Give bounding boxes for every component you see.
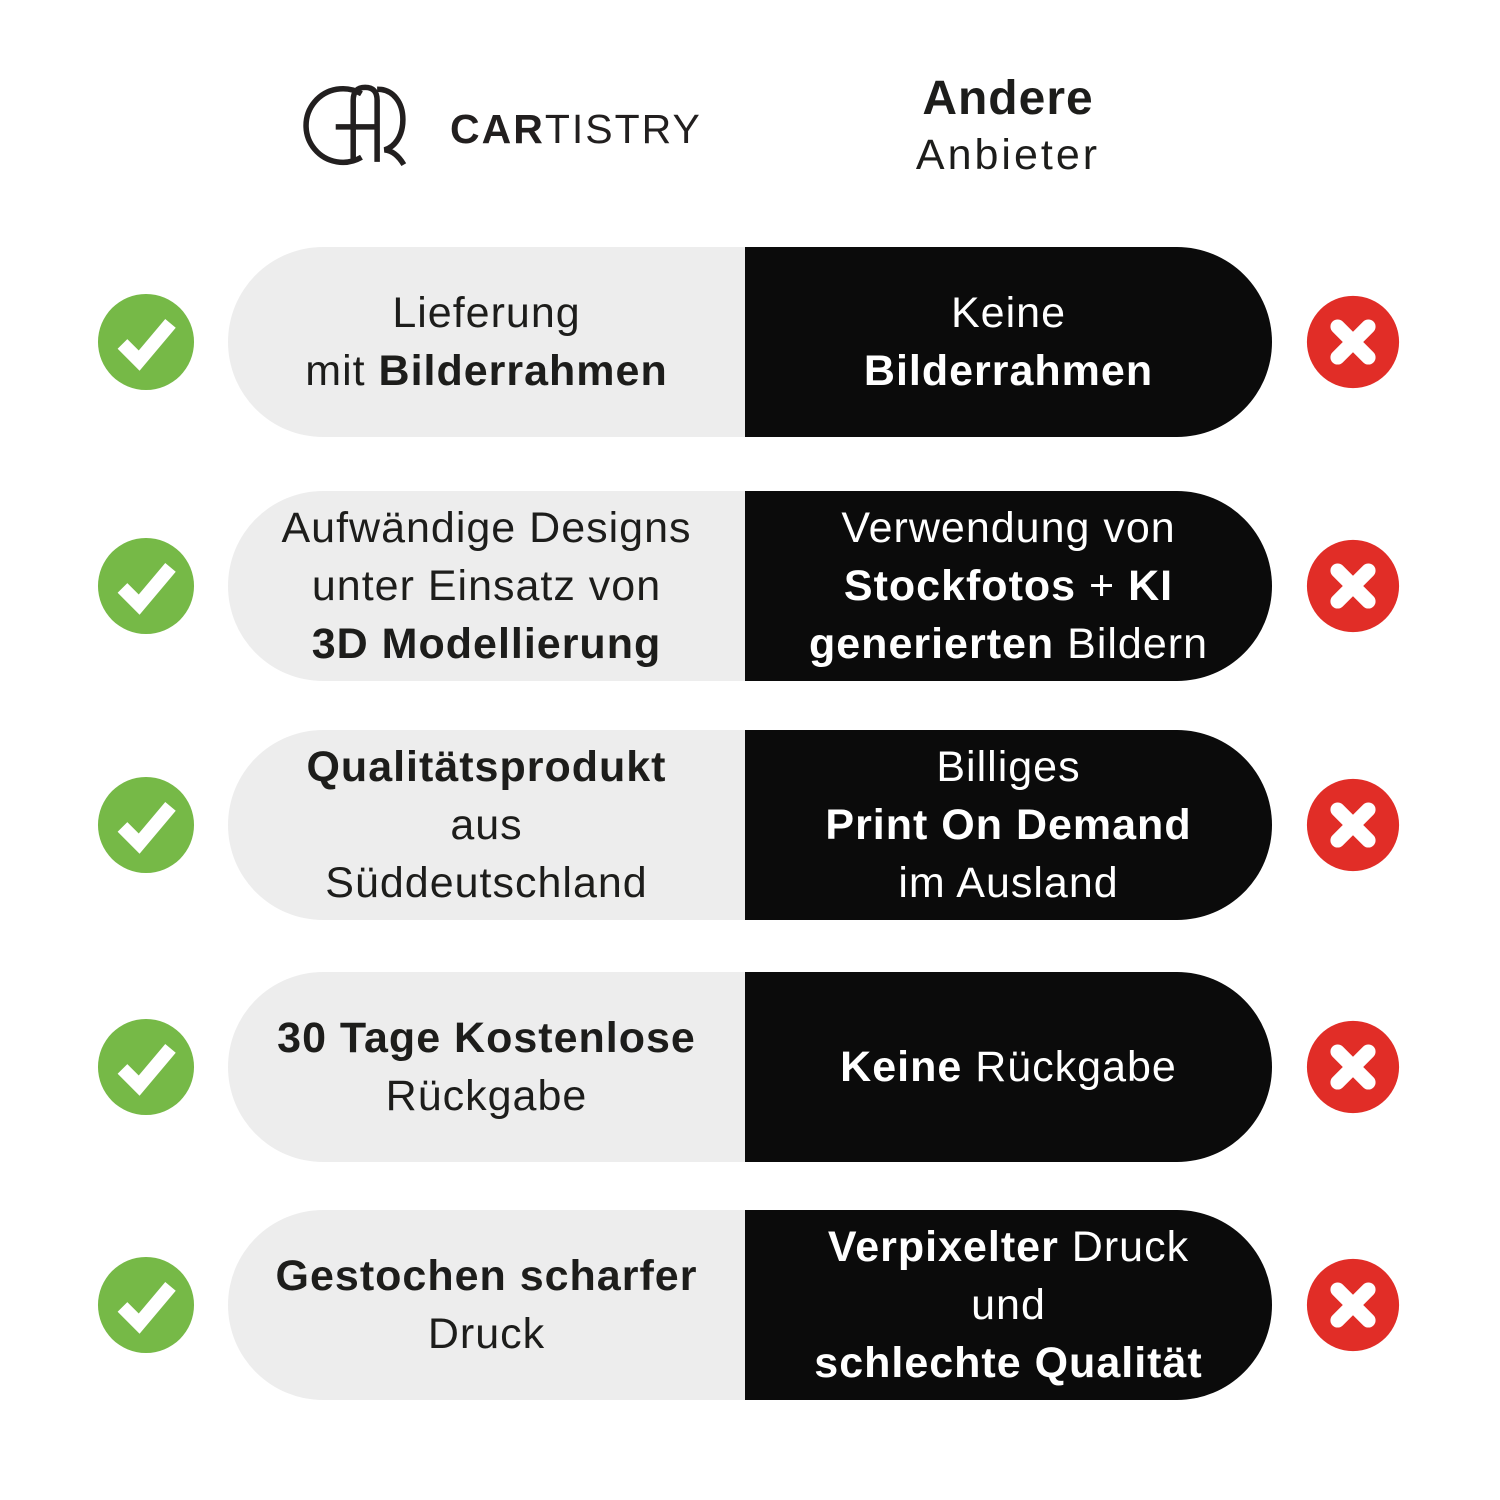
text-segment: Süddeutschland bbox=[325, 859, 648, 907]
text-segment: Druck bbox=[1058, 1223, 1190, 1271]
text-segment: generierten bbox=[809, 620, 1055, 668]
text-segment: Aufwändige Designs bbox=[281, 504, 692, 552]
text-line bbox=[841, 499, 1175, 557]
text-segment: KI bbox=[1128, 562, 1174, 610]
text-line bbox=[306, 738, 666, 796]
text-segment: schlechte Qualität bbox=[814, 1339, 1203, 1387]
text-segment: im Ausland bbox=[898, 859, 1119, 907]
competitor-feature-pill bbox=[745, 1210, 1272, 1400]
text-line bbox=[428, 1305, 545, 1363]
text-segment: Keine bbox=[951, 289, 1066, 337]
text-line bbox=[450, 796, 522, 854]
text-line bbox=[325, 854, 647, 912]
text-segment: Stockfotos bbox=[843, 562, 1077, 610]
cartistry-feature-pill bbox=[228, 1210, 745, 1400]
text-segment: Lieferung bbox=[392, 289, 581, 337]
text-line bbox=[936, 738, 1080, 796]
cross-icon bbox=[1305, 1257, 1401, 1353]
text-segment: unter Einsatz von bbox=[311, 562, 662, 610]
check-icon bbox=[97, 1018, 195, 1116]
cross-icon bbox=[1305, 294, 1401, 390]
text-line bbox=[828, 1218, 1189, 1276]
text-segment: Qualitätsprodukt bbox=[306, 743, 667, 791]
cross-icon bbox=[1305, 1019, 1401, 1115]
cartistry-feature-pill bbox=[228, 730, 745, 920]
text-segment: Keine bbox=[840, 1043, 963, 1091]
text-segment: Druck bbox=[427, 1310, 546, 1358]
text-line bbox=[971, 1276, 1046, 1334]
text-line bbox=[312, 557, 661, 615]
text-segment: und bbox=[971, 1281, 1046, 1329]
text-line bbox=[386, 1067, 588, 1125]
check-icon bbox=[97, 293, 195, 391]
cartistry-feature-pill bbox=[228, 247, 745, 437]
text-segment: Rückgabe bbox=[962, 1043, 1177, 1091]
text-segment: 3D Modellierung bbox=[311, 620, 662, 668]
competitor-feature-pill bbox=[745, 491, 1272, 681]
brand-name bbox=[450, 100, 702, 153]
text-line bbox=[825, 796, 1191, 854]
cross-icon bbox=[1305, 538, 1401, 634]
text-segment: Bilderrahmen bbox=[378, 347, 668, 395]
text-line bbox=[898, 854, 1118, 912]
cartistry-feature-pill bbox=[228, 491, 745, 681]
text-line bbox=[281, 499, 691, 557]
text-line bbox=[312, 615, 661, 673]
text-segment: Verpixelter bbox=[827, 1223, 1059, 1271]
comparison-row-returns bbox=[0, 972, 1500, 1162]
text-segment: Billiges bbox=[936, 743, 1081, 791]
cartistry-monogram-icon bbox=[298, 68, 436, 184]
brand-name-bold: CAR bbox=[450, 105, 545, 152]
brand-cartistry bbox=[298, 68, 702, 184]
check-icon bbox=[97, 776, 195, 874]
competitor-feature-pill bbox=[745, 730, 1272, 920]
text-line bbox=[951, 284, 1066, 342]
text-line bbox=[305, 342, 667, 400]
text-line bbox=[844, 557, 1173, 615]
text-segment: Bilderrahmen bbox=[863, 347, 1154, 395]
comparison-row-print bbox=[0, 1210, 1500, 1400]
text-segment: + bbox=[1076, 562, 1129, 610]
brand-name-rest: TISTRY bbox=[544, 105, 702, 152]
text-line bbox=[276, 1247, 698, 1305]
comparison-row-delivery bbox=[0, 247, 1500, 437]
text-line bbox=[864, 342, 1153, 400]
text-segment: Bildern bbox=[1054, 620, 1208, 668]
competitor-title-line1: Andere bbox=[922, 72, 1094, 125]
competitor-title-line2: Anbieter bbox=[915, 131, 1101, 179]
comparison-row-designs bbox=[0, 491, 1500, 681]
text-line bbox=[814, 1334, 1202, 1392]
competitor-column-header bbox=[745, 70, 1271, 182]
text-line bbox=[809, 615, 1208, 673]
text-line bbox=[277, 1009, 696, 1067]
cartistry-feature-pill bbox=[228, 972, 745, 1162]
check-icon bbox=[97, 537, 195, 635]
text-line bbox=[840, 1038, 1177, 1096]
text-segment: Gestochen scharfer bbox=[275, 1252, 698, 1300]
competitor-feature-pill bbox=[745, 972, 1272, 1162]
text-segment: Print On Demand bbox=[825, 801, 1192, 849]
text-segment: Rückgabe bbox=[385, 1072, 588, 1120]
text-segment: 30 Tage Kostenlose bbox=[277, 1014, 696, 1062]
text-segment: mit bbox=[305, 347, 379, 395]
check-icon bbox=[97, 1256, 195, 1354]
cross-icon bbox=[1305, 777, 1401, 873]
text-segment: aus bbox=[450, 801, 523, 849]
comparison-row-quality-origin bbox=[0, 730, 1500, 920]
text-line bbox=[392, 284, 580, 342]
text-segment: Verwendung von bbox=[841, 504, 1176, 552]
competitor-feature-pill bbox=[745, 247, 1272, 437]
